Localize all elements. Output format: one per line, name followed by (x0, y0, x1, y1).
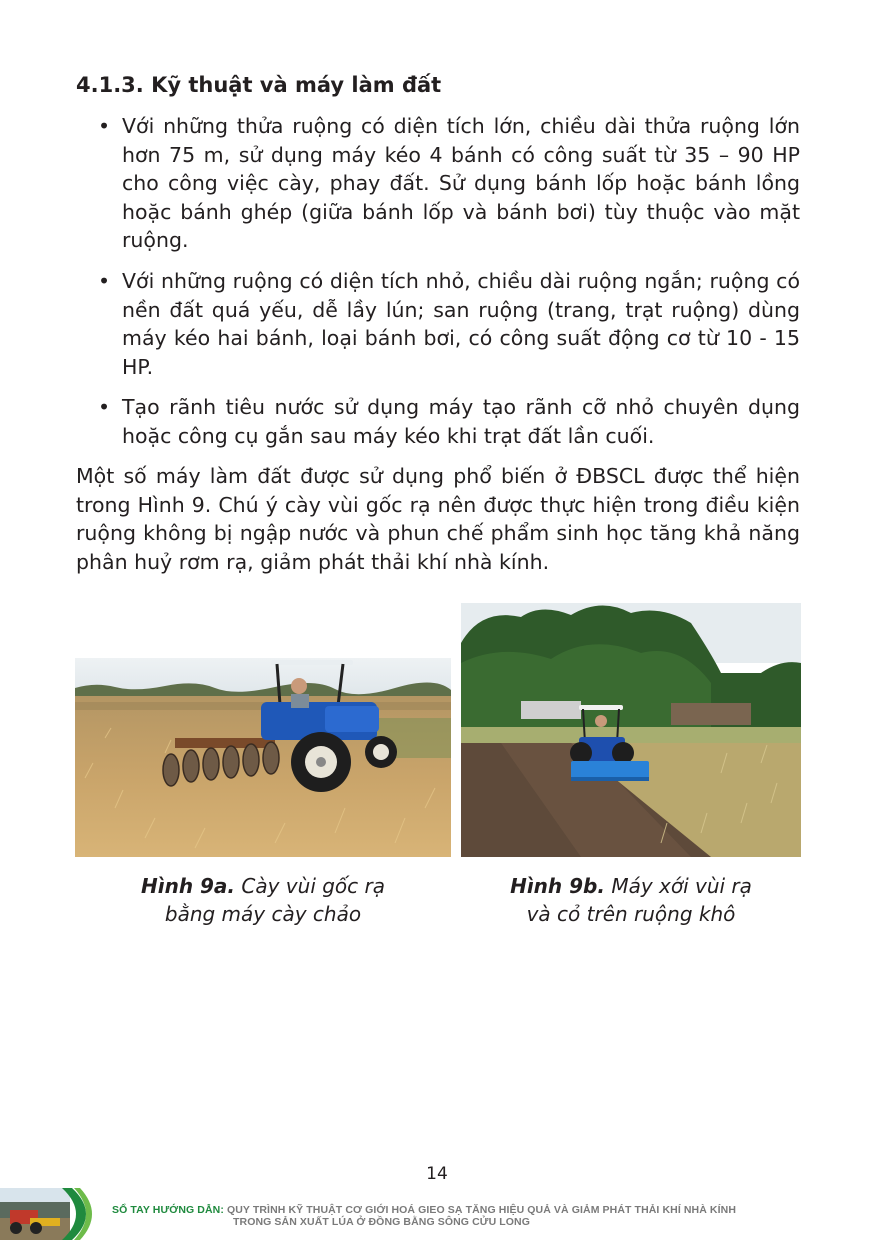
figure-9b-caption-line1: Máy xới vùi rạ (611, 874, 752, 898)
bullet-list (76, 112, 800, 463)
figure-9b-caption-line2: và cỏ trên ruộng khô (526, 902, 736, 926)
figure-9a-photo (75, 658, 451, 857)
section-heading: 4.1.3. Kỹ thuật và máy làm đất (76, 73, 442, 97)
figure-9a-caption-line1: Cày vùi gốc rạ (241, 874, 385, 898)
figure-9a-caption (75, 872, 451, 928)
footer-banner (0, 1184, 874, 1240)
footer-line2: TRONG SẢN XUẤT LÚA Ở ĐỒNG BẰNG SÔNG CỬU LONG (233, 1216, 531, 1228)
footer-thumbnail-image (0, 1188, 96, 1240)
figure-9b-photo (461, 603, 801, 857)
bullet-item: • Tạo rãnh tiêu nước sử dụng máy tạo rãnh cỡ nhỏ chuyên dụng hoặc công cụ gắn sau máy kéo khi trạt đất lần cuối. (76, 393, 800, 450)
footer-lead: SỔ TAY HƯỚNG DẪN: (112, 1204, 224, 1216)
page-number: 14 (426, 1164, 448, 1184)
figure-9b-caption (461, 872, 801, 928)
bullet-item: • Với những thửa ruộng có diện tích lớn, chiều dài thửa ruộng lớn hơn 75 m, sử dụng máy kéo 4 bánh có công suất từ 35 – 90 HP cho công việc cày, phay đất. Sử dụng bánh lốp hoặc bánh lồng hoặc bánh ghép (giữa bánh lốp và bánh bơi) tùy thuộc vào mặt ruộng. (76, 112, 800, 255)
body-paragraph: Một số máy làm đất được sử dụng phổ biến ở ĐBSCL được thể hiện trong Hình 9. Chú ý cày vùi gốc rạ nên được thực hiện trong điều kiện ruộng không bị ngập nước và phun chế phẩm sinh học tăng khả năng phân huỷ rơm rạ, giảm phát thải khí nhà kính. (76, 464, 800, 574)
footer-text (112, 1204, 852, 1228)
figure-9b-label: Hình 9b. (510, 874, 605, 898)
figure-9a-label: Hình 9a. (140, 874, 236, 898)
footer-line1: QUY TRÌNH KỸ THUẬT CƠ GIỚI HOÁ GIEO SẠ TĂNG HIỆU QUẢ VÀ GIẢM PHÁT THẢI KHÍ NHÀ KÍNH (226, 1204, 736, 1216)
bullet-item: • Với những ruộng có diện tích nhỏ, chiều dài ruộng ngắn; ruộng có nền đất quá yếu, dễ lầy lún; san ruộng (trang, trạt ruộng) dùng máy kéo hai bánh, loại bánh bơi, có công suất động cơ từ 10 - 15 HP. (76, 267, 800, 381)
figure-9a-caption-line2: bằng máy cày chảo (164, 902, 362, 926)
